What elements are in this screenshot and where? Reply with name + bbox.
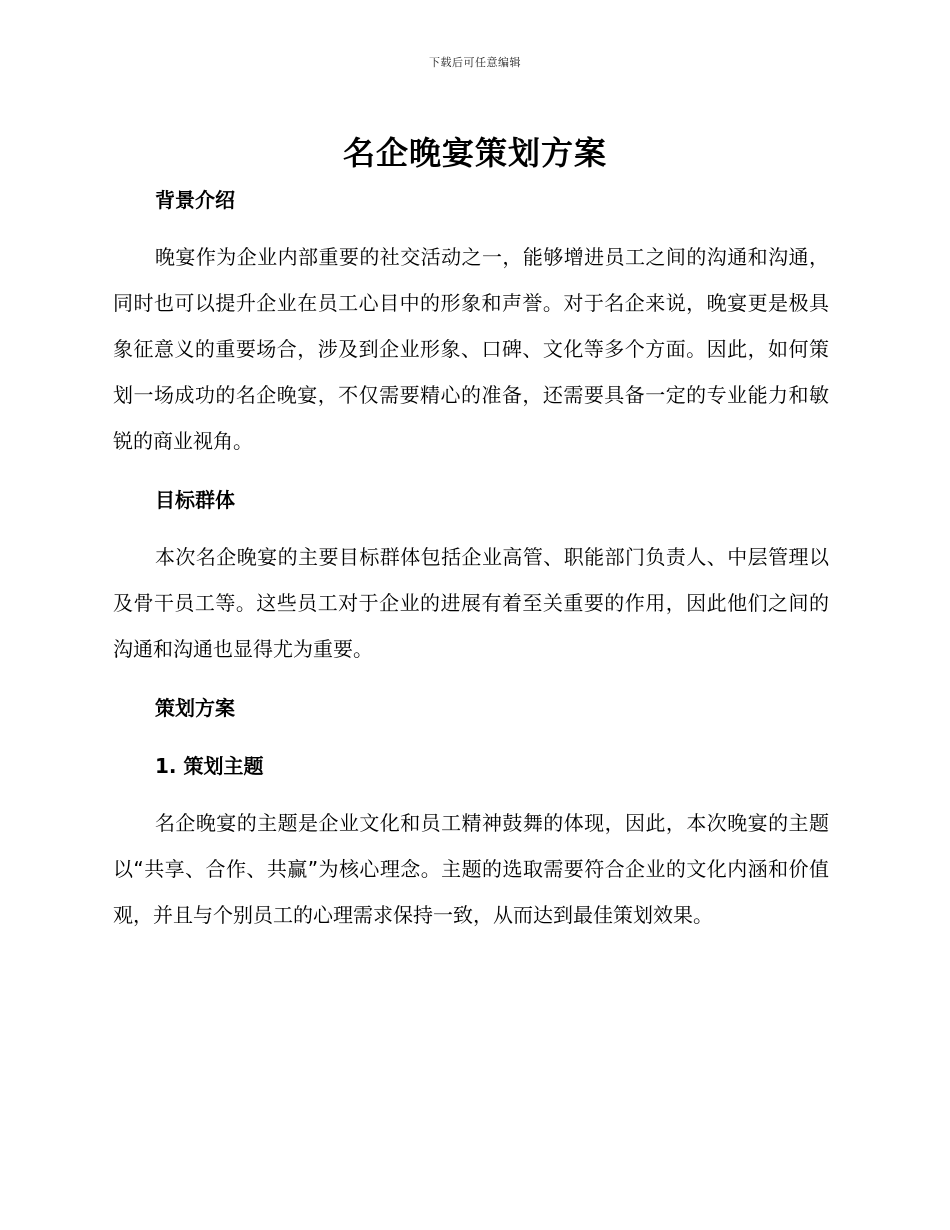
- page-header-note: 下载后可任意编辑: [429, 56, 521, 69]
- section-heading-target-group: 目标群体: [155, 488, 235, 512]
- section-paragraph-target-group: 本次名企晚宴的主要目标群体包括企业高管、职能部门负责人、中层管理以及骨干员工等。这些员工对于企业的进展有着至关重要的作用，因此他们之间的沟通和沟通也显得尤为重要。: [113, 545, 829, 661]
- section-heading-plan: 策划方案: [155, 696, 235, 720]
- section-heading-background: 背景介绍: [155, 188, 235, 212]
- document-body: [113, 182, 829, 938]
- subsection-heading-theme: 1. 策划主题: [155, 754, 264, 778]
- document-title: 名企晚宴策划方案: [342, 134, 607, 172]
- section-paragraph-theme: 名企晚宴的主题是企业文化和员工精神鼓舞的体现，因此，本次晚宴的主题以“共享、合作、共赢”为核心理念。主题的选取需要符合企业的文化内涵和价值观，并且与个别员工的心理需求保持一致，从而达到最佳策划效果。: [113, 811, 829, 927]
- section-paragraph-background: 晚宴作为企业内部重要的社交活动之一，能够增进员工之间的沟通和沟通，同时也可以提升企业在员工心目中的形象和声誉。对于名企来说，晚宴更是极具象征意义的重要场合，涉及到企业形象、口碑、文化等多个方面。因此，如何策划一场成功的名企晚宴，不仅需要精心的准备，还需要具备一定的专业能力和敏锐的商业视角。: [113, 245, 829, 453]
